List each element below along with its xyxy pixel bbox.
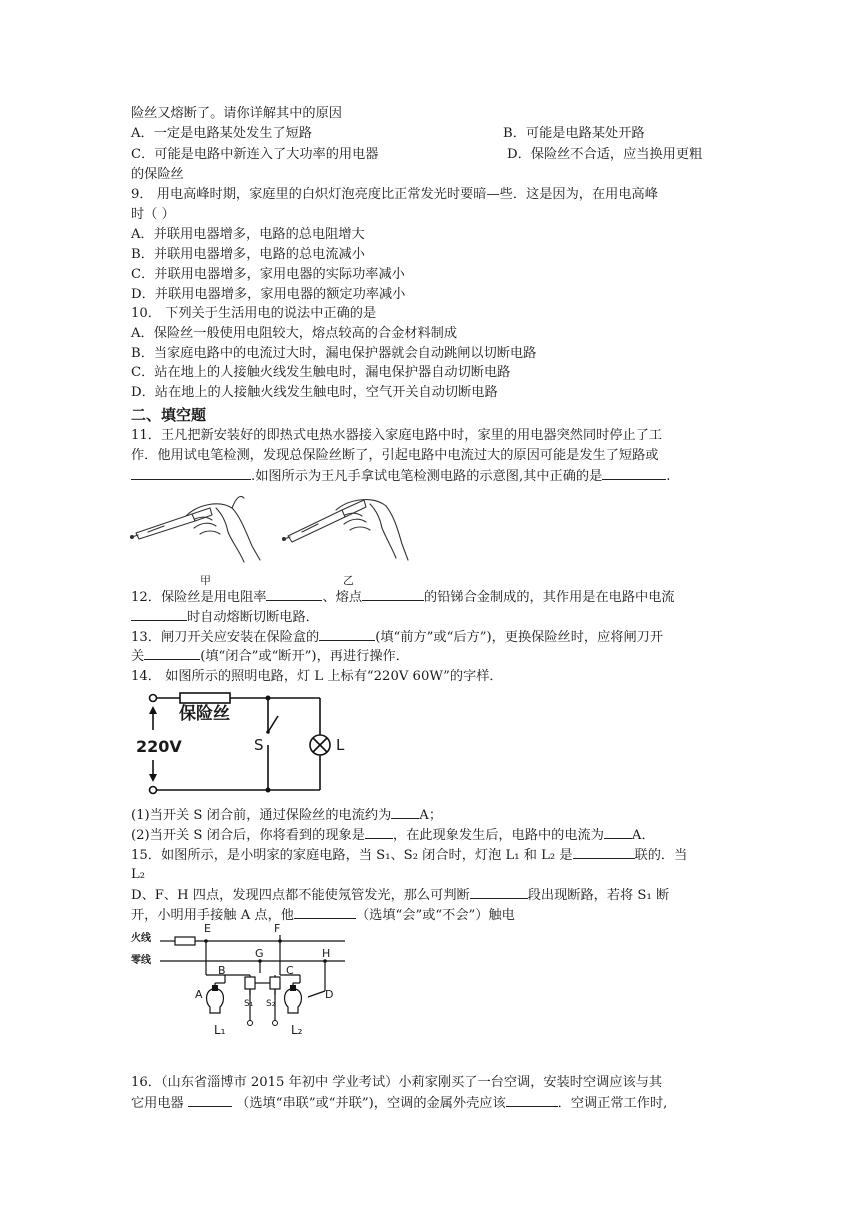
switch-s1-label: S₁ bbox=[244, 999, 254, 1009]
q9-option-c: C．并联用电器增多，家用电器的实际功率减小 bbox=[131, 267, 405, 282]
answer-blank[interactable] bbox=[131, 607, 187, 621]
point-d-label: D bbox=[325, 988, 334, 1001]
figure-label-jia: 甲 bbox=[200, 574, 211, 587]
q8-option-c: C．可能是电路中新连入了大功率的用电器 bbox=[131, 147, 379, 162]
q8-option-d: D．保险丝不合适，应当换用更粗 bbox=[507, 147, 703, 162]
switch-s2-box bbox=[270, 977, 280, 989]
q8-option-a: A．一定是电路某处发生了短路 bbox=[131, 126, 312, 141]
terminal-top bbox=[150, 695, 157, 702]
answer-blank[interactable] bbox=[131, 466, 251, 480]
q9-option-a: A．并联用电器增多，电路的总电阻增大 bbox=[131, 227, 365, 242]
q9-stem-continued: 时（ ） bbox=[131, 207, 175, 222]
q8-text-continued: 险丝又熔断了。请你详解其中的原因 bbox=[131, 106, 342, 121]
q10-option-a: A．保险丝一般使用电阻较大，熔点较高的合金材料制成 bbox=[131, 326, 458, 341]
q14-part-2: (2)当开关 S 闭合后，你将看到的现象是 ，在此现象发生后，电路中的电流为 A． bbox=[131, 825, 655, 846]
point-g-label: G bbox=[255, 947, 264, 960]
switch-label: S bbox=[254, 736, 264, 754]
point-f-label: F bbox=[274, 922, 281, 935]
q9-stem: 9． 用电高峰时期，家庭里的白炽灯泡亮度比正常发光时要暗—些．这是因为，在用电高峰 bbox=[131, 187, 658, 202]
q8-option-d-continued: 的保险丝 bbox=[131, 167, 184, 182]
lamp-l1-icon bbox=[207, 989, 224, 1013]
test-pen-jia bbox=[136, 514, 195, 539]
point-a-label: A bbox=[195, 988, 203, 1001]
q8-option-b: B．可能是电路某处开路 bbox=[503, 126, 645, 141]
q11-line-3: .如图所示为王凡手拿试电笔检测电路的示意图,其中正确的是 . bbox=[131, 466, 670, 487]
point-e-label: E bbox=[204, 922, 211, 935]
q15-line-3: D、F、H 四点，发现四点都不能使氖管发光，那么可判断 段出现断路，若将 S₁ 断 bbox=[131, 885, 669, 906]
q9-option-b: B．并联用电器增多，电路的总电流减小 bbox=[131, 247, 365, 262]
hand-outline-yi bbox=[336, 500, 408, 560]
neutral-wire-label: 零线 bbox=[131, 955, 151, 966]
fire-wire-label: 火线 bbox=[131, 933, 151, 944]
q10-stem: 10． 下列关于生活用电的说法中正确的是 bbox=[131, 306, 377, 321]
fuse-symbol bbox=[175, 937, 195, 945]
answer-blank[interactable] bbox=[602, 466, 666, 480]
q13-line-2: 关 (填“闭合”或“断开”)，再进行操作． bbox=[131, 646, 409, 667]
answer-blank[interactable] bbox=[362, 587, 424, 601]
arrow-up-icon bbox=[149, 706, 157, 714]
answer-blank[interactable] bbox=[506, 1093, 558, 1107]
q15-line-4: 开，小明用手接触 A 点，他 （选填“会”或“不会”）触电 bbox=[131, 905, 515, 926]
switch-s2-label: S₂ bbox=[266, 999, 276, 1009]
fuse-symbol bbox=[180, 693, 230, 703]
q15-line-1: 15．如图所示，是小明家的家庭电路，当 S₁、S₂ 闭合时，灯泡 L₁ 和 L₂ 是 联的．当 bbox=[131, 845, 687, 866]
answer-blank[interactable] bbox=[188, 1093, 232, 1107]
q12-line-2: 时自动熔断切断电路． bbox=[131, 607, 319, 628]
q15-line-2: L₂ bbox=[131, 867, 146, 882]
lamp-l1-label: L₁ bbox=[214, 1023, 226, 1037]
q13-line-1: 13．闸刀开关应安装在保险盒的 (填“前方”或“后方”)，更换保险丝时，应将闸刀开 bbox=[131, 627, 663, 648]
q14-stem: 14． 如图所示的照明电路，灯 L 上标有“220V 60W”的字样． bbox=[131, 669, 503, 684]
lamp-l2-label: L₂ bbox=[291, 1023, 303, 1037]
q12-line-1: 12．保险丝是用电阻率 、熔点 的铅锑合金制成的，其作用是在电路中电流 bbox=[131, 587, 675, 608]
answer-blank[interactable] bbox=[365, 825, 393, 839]
arrow-down-icon bbox=[149, 774, 157, 782]
q14-part-1: (1)当开关 S 闭合前，通过保险丝的电流约为 A； bbox=[131, 805, 442, 826]
voltage-label: 220V bbox=[136, 737, 182, 756]
q10-option-b: B．当家庭电路中的电流过大时，漏电保护器就会自动跳闸以切断电路 bbox=[131, 346, 537, 361]
test-pen-hands-figure bbox=[128, 488, 428, 588]
q11-line-2: 作．他用试电笔检测，发现总保险丝断了，引起电路中电流过大的原因可能是发生了短路或 bbox=[131, 448, 659, 463]
q16-line-1: 16．（山东省淄博市 2015 年初中 学业考试）小莉家刚买了一台空调，安装时空调应该与其 bbox=[131, 1075, 663, 1090]
answer-blank[interactable] bbox=[470, 885, 528, 899]
switch-s1-box bbox=[245, 977, 255, 989]
answer-blank[interactable] bbox=[294, 905, 356, 919]
q16-line-2: 它用电器 （选填“串联”或“并联”)，空调的金属外壳应该 ．空调正常工作时, bbox=[131, 1093, 667, 1114]
section-heading-fill-in: 二、填空题 bbox=[131, 406, 207, 424]
point-h-label: H bbox=[322, 947, 331, 960]
q9-option-d: D．并联用电器增多，家用电器的额定功率减小 bbox=[131, 287, 406, 302]
answer-blank[interactable] bbox=[144, 646, 200, 660]
point-c-label: C bbox=[286, 964, 294, 977]
lamp-label: L bbox=[336, 736, 345, 754]
terminal-bottom bbox=[150, 787, 157, 794]
point-b-label: B bbox=[218, 964, 226, 977]
answer-blank[interactable] bbox=[266, 587, 322, 601]
answer-blank[interactable] bbox=[319, 627, 375, 641]
lamp-l2-icon bbox=[285, 989, 302, 1013]
fuse-label: 保险丝 bbox=[179, 704, 230, 724]
figure-label-yi: 乙 bbox=[343, 574, 354, 587]
answer-blank[interactable] bbox=[573, 845, 635, 859]
switch-s-symbol bbox=[268, 716, 278, 732]
q10-option-d: D．站在地上的人接触火线发生触电时，空气开关自动切断电路 bbox=[131, 385, 498, 400]
answer-blank[interactable] bbox=[604, 825, 632, 839]
test-pen-yi bbox=[288, 510, 345, 542]
q10-option-c: C．站在地上的人接触火线发生触电时，漏电保护器自动切断电路 bbox=[131, 365, 511, 380]
q11-line-1: 11．王凡把新安装好的即热式电热水器接入家庭电路中时，家里的用电器突然同时停止了工 bbox=[131, 428, 663, 443]
answer-blank[interactable] bbox=[391, 805, 419, 819]
